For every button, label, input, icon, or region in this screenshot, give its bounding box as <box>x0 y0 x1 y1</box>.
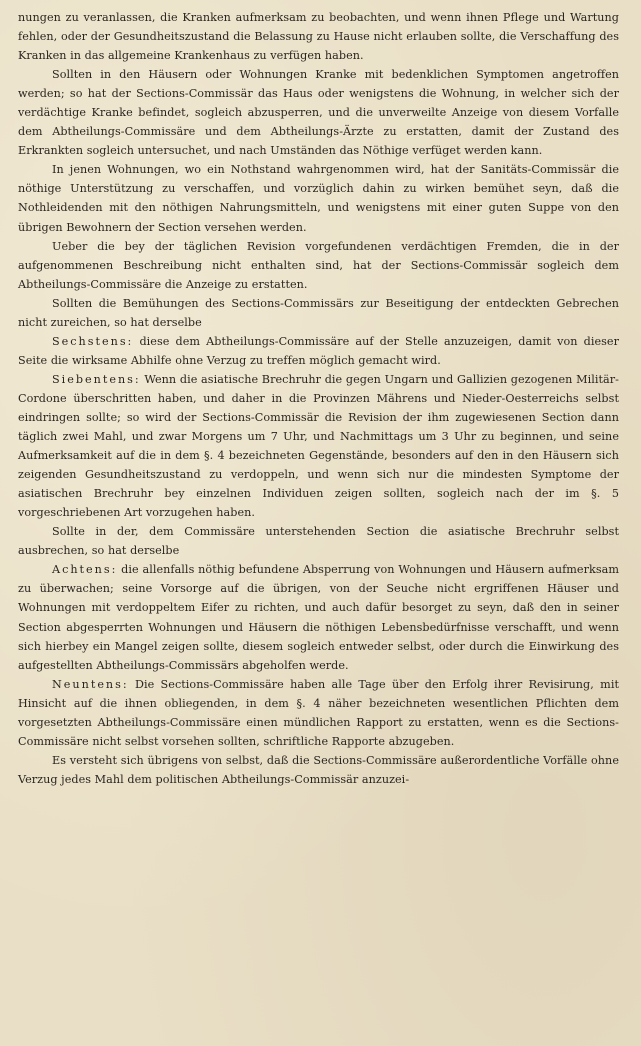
paragraph <box>18 560 619 674</box>
paragraph <box>18 8 619 65</box>
paragraph <box>18 160 619 236</box>
paragraph-text: Ueber die bey der täglichen Revision vorgefundenen verdächtigen Fremden, die in der aufgenommenen Beschreibung nicht enthalten sind, hat der Sections-Commissär sogleich dem Abtheilungs-Commissäre die Anzeige zu erstatten. <box>18 239 619 291</box>
paragraph <box>18 294 619 332</box>
paragraph-text: diese dem Abtheilungs-Commissäre auf der Stelle anzuzeigen, damit von dieser Seite die wirksame Abhilfe ohne Verzug zu treffen möglich gemacht wird. <box>18 334 619 367</box>
paragraph-text: Die Sections-Commissäre haben alle Tage über den Erfolg ihrer Revisirung, mit Hinsicht auf die ihnen obliegenden, in dem §. 4 näher bezeichneten wesentlichen Pflichten dem vorgesetzten Abtheilungs-Commissäre einen mündlichen Rapport zu erstatten, wenn es die Sections-Commissäre nicht selbst vorsehen sollten, schriftliche Rapporte abzugeben. <box>18 677 619 748</box>
paragraph <box>18 675 619 751</box>
ordinal-label: Neuntens: <box>52 677 129 691</box>
paragraph-text: nungen zu veranlassen, die Kranken aufmerksam zu beobachten, und wenn ihnen Pflege und Wartung fehlen, oder der Gesundheitszustand die Belassung zu Hause nicht erlauben sollte, die Verschaffung des Kranken in das allgemeine Krankenhaus zu verfügen haben. <box>18 11 619 63</box>
paragraph <box>18 522 619 560</box>
paragraph <box>18 332 619 370</box>
paragraph-text: Sollten in den Häusern oder Wohnungen Kranke mit bedenklichen Symptomen angetroffen werden; so hat der Sections-Commissär das Haus oder wenigstens die Wohnung, in welcher sich der verdächtige Kranke befindet, sogleich abzusperren, und die unverweilte Anzeige von diesem Vorfalle dem Abtheilungs-Commissäre und dem Abtheilungs-Ärzte zu erstatten, damit der Zustand des Erkrankten sogleich untersuchet, und nach Umständen das Nöthige verfüget werden kann. <box>18 68 619 158</box>
ordinal-label: Achtens: <box>52 563 118 577</box>
paragraph-text: In jenen Wohnungen, wo ein Nothstand wahrgenommen wird, hat der Sanitäts-Commissär die nöthige Unterstützung zu verschaffen, und vorzüglich dahin zu wirken bemühet seyn, daß die Nothleidenden mit den nöthigen Nahrungsmitteln, und wenigstens mit einer guten Suppe von den übrigen Bewohnern der Section versehen werden. <box>18 163 619 234</box>
paragraph <box>18 751 619 789</box>
paragraph-text: die allenfalls nöthig befundene Absperrung von Wohnungen und Häusern aufmerksam zu überwachen; seine Vorsorge auf die übrigen, von der Seuche nicht ergriffenen Häuser und Wohnungen mit verdoppeltem Eifer zu richten, und auch dafür besorget zu seyn, daß den in seiner Section abgesperrten Wohnungen und Häusern die nöthigen Lebensbedürfnisse verschafft, und wenn sich hierbey ein Mangel zeigen sollte, diesem sogleich entweder selbst, oder durch die Einwirkung des aufgestellten Abtheilungs-Commissärs abgeholfen werde. <box>18 563 619 672</box>
ordinal-label: Sechstens: <box>52 334 134 348</box>
body-text <box>18 8 619 789</box>
paragraph <box>18 237 619 294</box>
paragraph <box>18 370 619 522</box>
paragraph-text: Sollten die Bemühungen des Sections-Commissärs zur Beseitigung der entdeckten Gebrechen nicht zureichen, so hat derselbe <box>18 296 619 329</box>
paragraph <box>18 65 619 160</box>
paragraph-text: Wenn die asiatische Brechruhr die gegen Ungarn und Gallizien gezogenen Militär-Cordone überschritten haben, und daher in die Provinzen Mährens und Nieder-Oesterreichs selbst eindringen sollte; so wird der Sections-Commissär die Revision der ihm zugewiesenen Section dann täglich zwei Mahl, und zwar Morgens um 7 Uhr, und Nachmittags um 3 Uhr zu beginnen, und seine Aufmerksamkeit auf die in dem §. 4 bezeichneten Gegenstände, besonders auf den in den Häusern sich zeigenden Gesundheitszustand zu verdoppeln, und wenn sich nur die mindesten Symptome der asiatischen Brechruhr bey einzelnen Individuen zeigen sollten, sogleich nach der im §. 5 vorgeschriebenen Art vorzugehen haben. <box>18 372 619 520</box>
paragraph-text: Es versteht sich übrigens von selbst, daß die Sections-Commissäre außerordentliche Vorfälle ohne Verzug jedes Mahl dem politischen Abtheilungs-Commissär anzuzei- <box>18 753 619 786</box>
ordinal-label: Siebentens: <box>52 372 141 386</box>
paragraph-text: Sollte in der, dem Commissäre unterstehenden Section die asiatische Brechruhr selbst ausbrechen, so hat derselbe <box>18 525 619 558</box>
